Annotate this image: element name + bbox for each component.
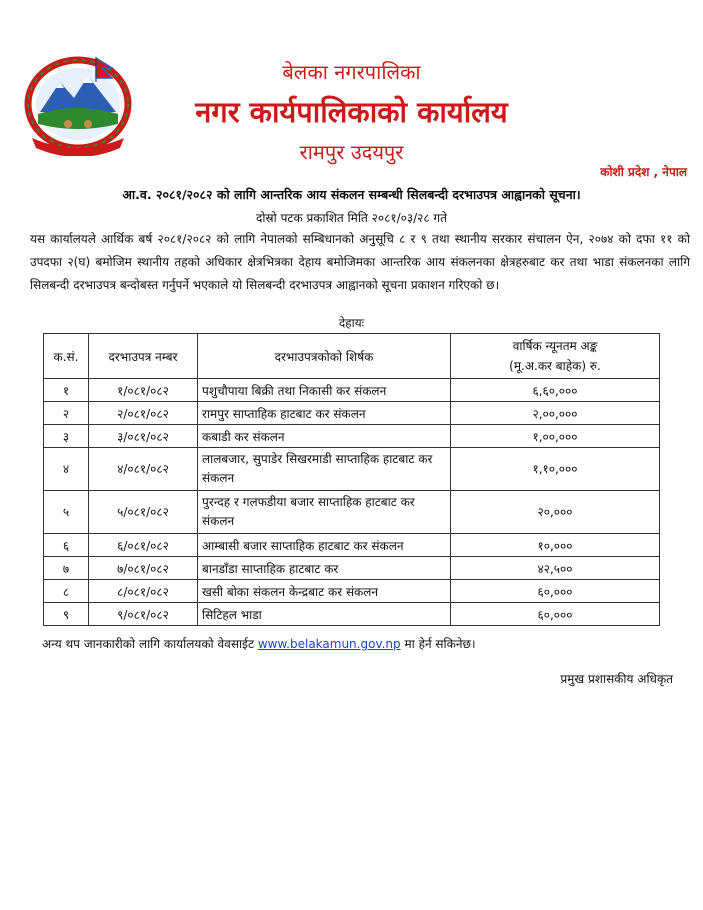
table-row <box>44 603 660 626</box>
header-amount <box>451 334 660 379</box>
row-title: लालबजार, सुपाडेर सिखरमाडी साप्ताहिक हाटबाट कर संकलन <box>198 448 451 491</box>
row-title: बानडाँडा साप्ताहिक हाटबाट कर <box>198 557 451 580</box>
notice-title: आ.व. २०८१/२०८२ को लागि आन्तरिक आय संकलन सम्बन्धी सिलबन्दी दरभाउपत्र आह्वानको सूचना। <box>122 187 581 202</box>
dehay-label: देहायः <box>338 316 365 330</box>
row-amount: ६,६०,००० <box>451 379 660 402</box>
row-title: खसी बोका संकलन केन्द्रबाट कर संकलन <box>198 580 451 603</box>
row-amount: १०,००० <box>451 534 660 557</box>
table-row <box>44 379 660 402</box>
row-sn: ५ <box>44 491 89 534</box>
header-title: दरभाउपत्रकोको शिर्षक <box>198 334 451 379</box>
table-row <box>44 491 660 534</box>
more-info-prefix: अन्य थप जानकारीको लागि कार्यालयको वेवसाईट <box>42 637 254 651</box>
row-sn: ४ <box>44 448 89 491</box>
more-info-line <box>42 635 476 652</box>
row-number: ९/०८१/०८२ <box>89 603 198 626</box>
header-amount-line1: वार्षिक न्यूनतम अङ्क <box>512 339 598 353</box>
row-number: ५/०८१/०८२ <box>89 491 198 534</box>
row-number: ४/०८१/०८२ <box>89 448 198 491</box>
municipality-name: बेलका नगरपालिका <box>282 60 421 84</box>
header-sn: क.सं. <box>44 334 89 379</box>
row-sn: ३ <box>44 425 89 448</box>
row-sn: ६ <box>44 534 89 557</box>
row-amount: ६०,००० <box>451 580 660 603</box>
header-number: दरभाउपत्र नम्बर <box>89 334 198 379</box>
row-amount: १,००,००० <box>451 425 660 448</box>
row-number: ७/०८१/०८२ <box>89 557 198 580</box>
row-title: रामपुर साप्ताहिक हाटबाट कर संकलन <box>198 402 451 425</box>
row-title: कबाडी कर संकलन <box>198 425 451 448</box>
row-amount: २०,००० <box>451 491 660 534</box>
row-sn: ७ <box>44 557 89 580</box>
row-sn: १ <box>44 379 89 402</box>
table-row <box>44 534 660 557</box>
row-number: ८/०८१/०८२ <box>89 580 198 603</box>
row-number: २/०८१/०८२ <box>89 402 198 425</box>
row-sn: ८ <box>44 580 89 603</box>
row-number: ३/०८१/०८२ <box>89 425 198 448</box>
publication-date: दोस्रो पटक प्रकाशित मिति २०८१/०३/२८ गते <box>255 211 448 225</box>
row-amount: ४२,५०० <box>451 557 660 580</box>
office-location: रामपुर उदयपुर <box>299 140 404 164</box>
table-row <box>44 580 660 603</box>
notice-body: यस कार्यालयले आर्थिक बर्ष २०८१/२०८२ को लागि नेपालको सम्बिधानको अनुसूचि ८ र ९ तथा स्थानीय सरकार संचालन ऐन, २०७४ को दफा ११ को उपदफा २(घ) बमोजिम स्थानीय तहको अधिकार क्षेत्रभित्रका देहाय बमोजिमका आन्तरिक आय संकलनका क्षेत्रहरुबाट कर तथा भाडा संकलनका लागि सिलबन्दी दरभाउपत्र बन्दोबस्त गर्नुपर्ने भएकाले यो सिलबन्दी दरभाउपत्र आह्वानको सूचना प्रकाशन गरिएको छ। <box>30 232 690 292</box>
header-amount-line2: (मू.अ.कर बाहेक) रु. <box>509 359 601 373</box>
table-row <box>44 402 660 425</box>
row-number: ६/०८१/०८२ <box>89 534 198 557</box>
row-sn: ९ <box>44 603 89 626</box>
table-row <box>44 448 660 491</box>
province-label: कोशी प्रदेश , नेपाल <box>600 165 687 179</box>
row-amount: १,१०,००० <box>451 448 660 491</box>
website-link[interactable]: www.belakamun.gov.np <box>257 637 401 651</box>
row-title: सिटिहल भाडा <box>198 603 451 626</box>
row-number: १/०८१/०८२ <box>89 379 198 402</box>
table-row <box>44 557 660 580</box>
more-info-suffix: मा हेर्न सकिनेछ। <box>404 637 476 651</box>
row-amount: २,००,००० <box>451 402 660 425</box>
row-amount: ६०,००० <box>451 603 660 626</box>
signatory: प्रमुख प्रशासकीय अधिकृत <box>560 672 673 686</box>
row-sn: २ <box>44 402 89 425</box>
office-name: नगर कार्यपालिकाको कार्यालय <box>195 95 508 129</box>
table-header-row <box>44 334 660 379</box>
table-row <box>44 425 660 448</box>
tender-table <box>43 333 660 626</box>
row-title: पशुचौपाया बिक्री तथा निकासी कर संकलन <box>198 379 451 402</box>
row-title: पुरन्दह र गलफडीया बजार साप्ताहिक हाटबाट कर संकलन <box>198 491 451 534</box>
row-title: आम्बासी बजार साप्ताहिक हाटबाट कर संकलन <box>198 534 451 557</box>
